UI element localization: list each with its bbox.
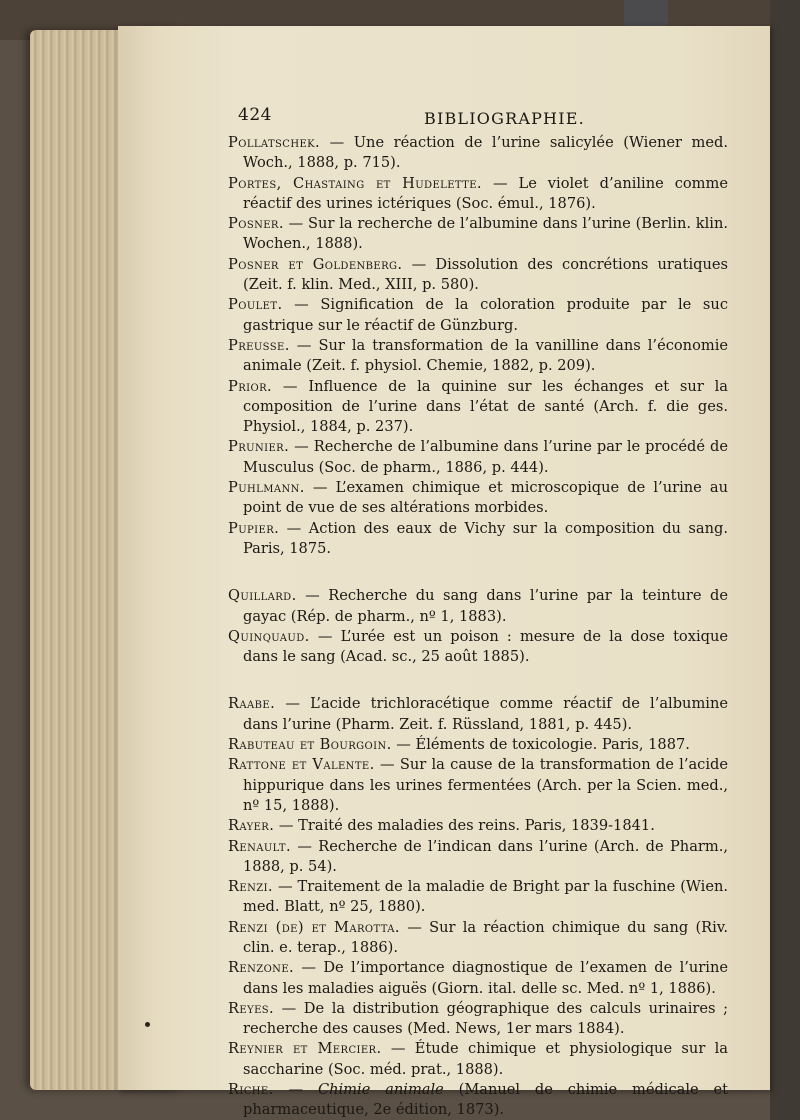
bibliography-list (228, 133, 728, 1120)
bibliography-entry (228, 877, 728, 918)
bibliography-entry (228, 694, 728, 735)
entry-author: Raabe. (228, 695, 276, 713)
entry-text: — Recherche de l’albumine dans l’urine par le procédé de Musculus (Soc. de pharm., 1886, p. 444). (243, 438, 728, 476)
entry-text: — De l’importance diagnostique de l’examen de l’urine dans les maladies aiguës (Giorn. ital. delle sc. Med. nº 1, 1886). (243, 959, 728, 997)
entry-author: Quinquaud. (228, 627, 310, 645)
entry-author: Pupier. (228, 519, 280, 537)
entry-text: — Signification de la coloration produite par le suc gastrique sur le réactif de Günzburg. (243, 296, 728, 334)
entry-author: Posner. (228, 215, 284, 233)
entry-author: Rattone et Valente. (228, 756, 375, 774)
entry-text: — Sur la réaction chimique du sang (Riv. clin. e. terap., 1886). (243, 918, 728, 956)
entry-text: — De la distribution géographique des calculs urinaires ; recherche des causes (Med. News, 1er mars 1884). (243, 999, 728, 1038)
entry-text: — Influence de la quinine sur les échanges et sur la composition de l’urine dans l’état de santé (Arch. f. die ges. Physiol., 1884, p. 237). (243, 377, 728, 436)
bibliography-entry (228, 755, 728, 816)
entry-author: Reynier et Mercier. (228, 1040, 382, 1058)
ink-dot (145, 1022, 150, 1027)
entry-author: Renzone. (228, 959, 295, 977)
entry-author: Riche. (228, 1081, 274, 1099)
bibliography-entry (228, 735, 728, 755)
page-number: 424 (238, 105, 272, 125)
bibliography-entry (228, 816, 728, 836)
entry-text: — Sur la recherche de l’albumine dans l’urine (Berlin. klin. Wochen., 1888). (243, 215, 728, 253)
entry-text: — L’examen chimique et microscopique de l’urine au point de vue de ses altérations morbides. (243, 479, 728, 517)
entry-author: Posner et Goldenberg. (228, 255, 403, 273)
bibliography-entry (228, 214, 728, 255)
entry-author: Reyes. (228, 999, 275, 1017)
entry-text-continued: (Manuel de chimie médicale et pharmaceutique, 2e édition, 1873). (243, 1081, 728, 1119)
bookmark-tab (624, 0, 668, 28)
entry-author: Preusse. (228, 336, 290, 354)
bibliography-entry (228, 999, 728, 1040)
entry-author: Renzi (de) et Marotta. (228, 918, 400, 936)
entry-text: — Le violet d’aniline comme réactif des urines ictériques (Soc. émul., 1876). (243, 174, 728, 212)
entry-text: — Action des eaux de Vichy sur la composition du sang. Paris, 1875. (243, 519, 728, 557)
entry-text: — L’urée est un poison : mesure de la dose toxique dans le sang (Acad. sc., 25 août 1885). (243, 627, 728, 666)
bibliography-entry (228, 336, 728, 377)
entry-author: Poulet. (228, 296, 283, 314)
running-title: BIBLIOGRAPHIE. (424, 109, 585, 128)
facing-page-edge (770, 0, 800, 1120)
bibliography-entry (228, 437, 728, 478)
entry-text: — Traitement de la maladie de Bright par la fuschine (Wien. med. Blatt, nº 25, 1880). (243, 878, 728, 916)
entry-author: Prior. (228, 377, 273, 395)
section-break (228, 559, 728, 586)
bibliography-entry (228, 133, 728, 174)
bibliography-entry (228, 627, 728, 668)
entry-text: — Sur la transformation de la vanilline dans l’économie animale (Zeit. f. physiol. Chemie, 1882, p. 209). (243, 336, 728, 375)
entry-author: Renault. (228, 837, 292, 855)
entry-text: — Recherche du sang dans l’urine par la teinture de gayac (Rép. de pharm., nº 1, 1883). (243, 587, 728, 625)
bibliography-entry (228, 918, 728, 959)
page-header (238, 105, 738, 131)
bibliography-entry (228, 1080, 728, 1120)
bibliography-entry (228, 519, 728, 560)
bibliography-entry (228, 478, 728, 519)
bibliography-entry (228, 958, 728, 999)
bibliography-entry (228, 1039, 728, 1080)
entry-text: — Sur la cause de la transformation de l’acide hippurique dans les urines fermentées (Arch. per la Scien. med., nº 15, 1888). (243, 756, 728, 814)
entry-text: — (273, 1081, 318, 1099)
entry-text: — Recherche de l’indican dans l’urine (Arch. de Pharm., 1888, p. 54). (243, 837, 728, 875)
bibliography-entry (228, 377, 728, 438)
entry-text: — Une réaction de l’urine salicylée (Wiener med. Woch., 1888, p. 715). (243, 134, 728, 172)
entry-author: Quillard. (228, 587, 297, 605)
entry-author: Renzi. (228, 878, 273, 896)
bibliography-entry (228, 255, 728, 296)
entry-author: Portes, Chastaing et Hudelette. (228, 174, 482, 192)
bibliography-entry (228, 295, 728, 336)
entry-text: — Étude chimique et physiologique sur la saccharine (Soc. méd. prat., 1888). (243, 1040, 729, 1078)
entry-text: — Traité des maladies des reins. Paris, 1839-1841. (274, 817, 655, 835)
bibliography-entry (228, 174, 728, 215)
entry-author: Prunier. (228, 438, 290, 456)
entry-author: Rabuteau et Bourgoin. (228, 736, 392, 754)
section-break (228, 667, 728, 694)
entry-text: — L’acide trichloracétique comme réactif de l’albumine dans l’urine (Pharm. Zeit. f. Rüssland, 1881, p. 445). (243, 695, 728, 733)
entry-text: — Éléments de toxicologie. Paris, 1887. (391, 736, 690, 754)
entry-author: Puhlmann. (228, 479, 305, 497)
bibliography-entry (228, 586, 728, 627)
entry-text: — Dissolution des concrétions uratiques (Zeit. f. klin. Med., XIII, p. 580). (243, 255, 729, 294)
entry-author: Rayer. (228, 817, 275, 835)
entry-author: Pollatschek. (228, 134, 321, 151)
bibliography-entry (228, 837, 728, 878)
entry-title-italic: Chimie animale (317, 1081, 444, 1099)
